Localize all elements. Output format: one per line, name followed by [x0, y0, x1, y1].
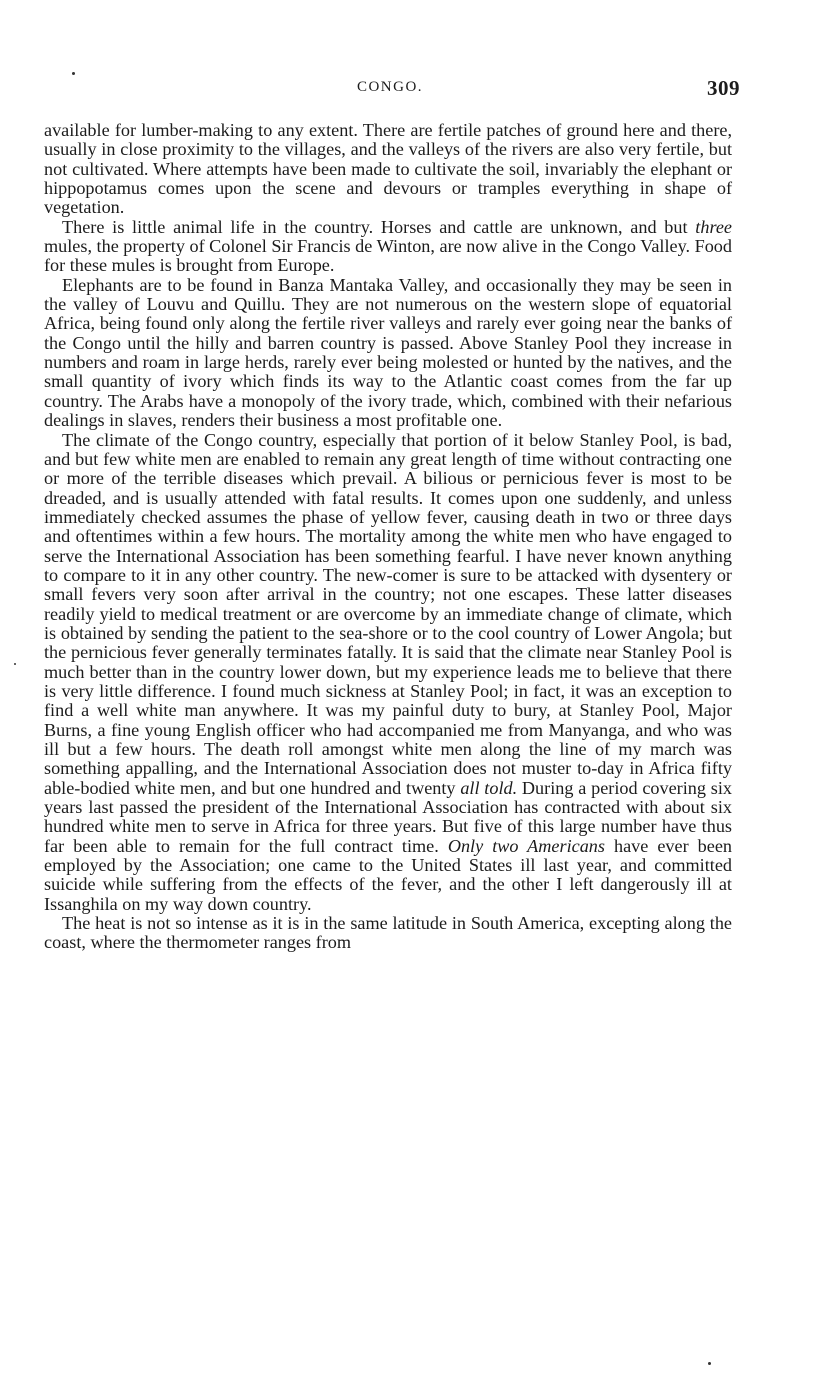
- running-head: CONGO.: [356, 79, 424, 95]
- body-text: [44, 121, 732, 953]
- paragraph-2-text-c: mules, the property of Colonel Sir Francis de Winton, are now alive in the Congo Valley. Food for these mules is brought from Europe.: [44, 236, 732, 276]
- paragraph-4-text-a: The climate of the Congo country, especially that portion of it below Stanley Pool, is bad, and but few white men are enabled to remain any great length of time without contracting one or more of the terrible diseases which prevail. A bilious or pernicious fever is most to be dreaded, and is usually attended with fatal results. It comes upon one suddenly, and unless immediately checked assumes the phase of yellow fever, causing death in two or three days and oftentimes within a few hours. The mortality among the white men who have engaged to serve the International Association has been something fearful. I have never known anything to compare to it in any other country. The new-comer is sure to be attacked with dysentery or small fevers very soon after arrival in the country; not one escapes. These latter diseases readily yield to medical treatment or are overcome by an immediate change of climate, which is obtained by sending the patient to the sea-shore or to the cool country of Lower Angola; but the pernicious fever generally terminates fatally. It is said that the climate near Stanley Pool is much better than in the country lower down, but my experience leads me to believe that there is very little difference. I found much sickness at Stanley Pool; in fact, it was an exception to find a well white man anywhere. It was my painful duty to bury, at Stanley Pool, Major Burns, a fine young English officer who had accompanied me from Manyanga, and who was ill but a few hours. The death roll amongst white men along the line of my march was something appalling, and the International Association does not muster to-day in Africa fifty able-bodied white men, and but one hundred and twenty: [44, 429, 732, 798]
- page-number: 309: [707, 76, 740, 100]
- paragraph-4-text-c: During a period covering six years last passed the president of the International Association has contracted with about six hundred white men to serve in Africa for three years. But five of this large number have thus far been able to remain for the full contract time.: [44, 777, 732, 856]
- paragraph-4-text-e: have ever been employed by the Association; one came to the United States ill last year, and committed suicide while suffering from the effects of the fever, and the other I left dangerously ill at Issanghila on my way down country.: [44, 835, 733, 914]
- print-speck: [708, 1362, 711, 1365]
- page-header: [40, 76, 740, 102]
- paragraph-5: The heat is not so intense as it is in the same latitude in South America, excepting along the coast, where the thermometer ranges from: [44, 913, 732, 953]
- paragraph-2: [44, 218, 732, 276]
- print-speck: [72, 72, 75, 75]
- paragraph-4-italic-all-told: all told.: [460, 777, 518, 798]
- paragraph-2-text-a: There is little animal life in the country. Horses and cattle are unknown, and but: [62, 216, 696, 237]
- print-speck: [14, 663, 16, 665]
- paragraph-4-italic-only-two-americans: Only two Americans: [447, 835, 605, 856]
- paragraph-4: [44, 431, 732, 915]
- paragraph-3: Elephants are to be found in Banza Mantaka Valley, and occasionally they may be seen in the valley of Louvu and Quillu. They are not numerous on the western slope of equatorial Africa, being found only along the fertile river valleys and rarely ever going near the banks of the Congo until the hilly and barren country is passed. Above Stanley Pool they increase in numbers and roam in large herds, rarely ever being molested or hunted by the natives, and the small quantity of ivory which finds its way to the Atlantic coast comes from the far up country. The Arabs have a monopoly of the ivory trade, which, combined with their nefarious dealings in slaves, renders their business a most profitable one.: [44, 274, 732, 431]
- paragraph-1: available for lumber-making to any extent. There are fertile patches of ground here and there, usually in close proximity to the villages, and the valleys of the rivers are also very fertile, but not cultivated. Where attempts have been made to cultivate the soil, invariably the elephant or hippopotamus comes upon the scene and devours or tramples everything in shape of vegetation.: [44, 120, 732, 218]
- paragraph-2-italic-three: three: [695, 216, 732, 237]
